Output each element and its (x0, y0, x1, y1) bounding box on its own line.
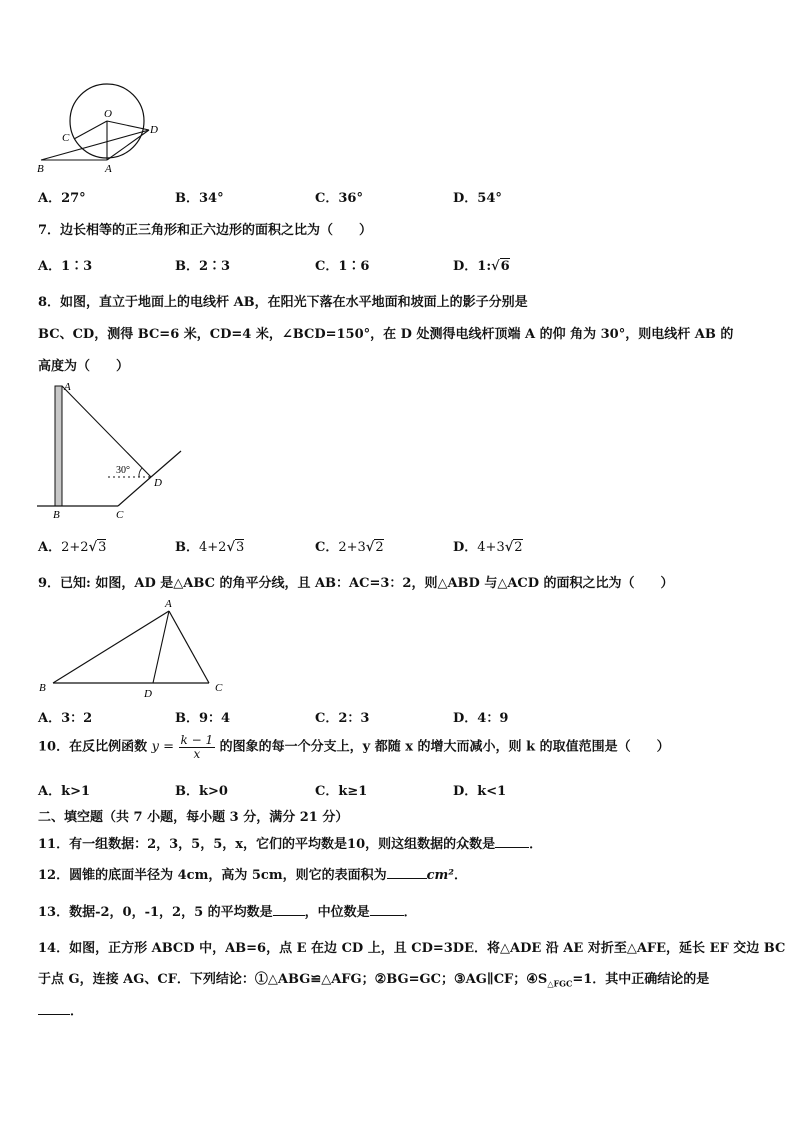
q8-option-b-expr: 4+2 (199, 540, 227, 555)
q8-slope-extension (151, 451, 181, 477)
q10-stem-pre: 10．在反比例函数 (38, 739, 148, 755)
q14-end: ． (70, 1004, 84, 1019)
q6-option-b[interactable]: B．34° (175, 191, 224, 206)
q10-numerator: k − 1 (180, 733, 214, 747)
q11-answer-blank[interactable] (495, 847, 529, 848)
q9-label-c: C (215, 682, 223, 694)
q13-median-blank[interactable] (370, 915, 404, 916)
q8-option-c-expr: 2+3 (338, 540, 366, 555)
q6-label-d: D (150, 124, 158, 136)
q8-line1: 8．如图，直立于地面上的电线杆 AB，在阳光下落在水平地面和坡面上的影子分别是 (38, 295, 528, 310)
q8-label-a: A (64, 381, 71, 393)
q7-option-b[interactable]: B．2∶3 (175, 259, 231, 274)
q6-line-ad (107, 130, 149, 160)
q8-option-d-prefix: D． (453, 540, 478, 555)
q7-option-d[interactable] (453, 255, 510, 274)
q7-option-c[interactable]: C．1∶6 (315, 259, 370, 274)
q8-option-a-radicand: 3 (98, 540, 107, 555)
q7-option-d-prefix: D．1: (453, 259, 492, 274)
q12-answer-blank[interactable] (387, 878, 427, 879)
q11-end: ． (529, 837, 543, 852)
q14-line2-end: =1．其中正确结论的是 (572, 972, 710, 987)
q10-option-b[interactable]: B．k>0 (175, 784, 228, 799)
q7-stem: 7．边长相等的正三角形和正六边形的面积之比为（ ） (38, 223, 373, 238)
q12-unit: cm² (426, 868, 454, 883)
q9-option-d[interactable]: D．4：9 (453, 711, 509, 726)
q6-label-o: O (104, 108, 112, 120)
q8-option-a-expr: 2+2 (61, 540, 89, 555)
q8-option-c-prefix: C． (315, 540, 339, 555)
q10-option-c[interactable]: C．k≥1 (315, 784, 368, 799)
q8-line2: BC、CD，测得 BC=6 米，CD=4 米，∠BCD=150°，在 D 处测得电线杆顶端 A 的仰 角为 30°，则电线杆 AB 的 (38, 327, 734, 342)
q13-text: 13．数据-2，0，-1，2，5 的平均数是 (38, 905, 273, 920)
q8-angle-arc (139, 468, 142, 477)
q9-option-a[interactable]: A．3：2 (38, 711, 93, 726)
q14-answer-blank[interactable] (38, 1014, 70, 1015)
q14-line1: 14．如图，正方形 ABCD 中，AB=6，点 E 在边 CD 上，且 CD=3DE．将△ADE 沿 AE 对折至△AFE，延长 EF 交边 BC (38, 941, 786, 956)
q8-option-d-radicand: 2 (514, 540, 523, 555)
q8-option-b-sqrt-sign: √ (226, 540, 235, 555)
q9-option-c[interactable]: C．2：3 (315, 711, 370, 726)
q9-option-b[interactable]: B．9：4 (175, 711, 231, 726)
q7-sqrt-sign: √ (491, 259, 500, 274)
q8-option-d-sqrt-sign: √ (504, 540, 514, 555)
q9-side-ab (53, 611, 169, 683)
q6-label-b: B (37, 163, 44, 175)
q8-figure (36, 380, 196, 522)
q8-option-d-expr: 4+3 (477, 540, 505, 555)
q6-label-c: C (62, 132, 70, 144)
q6-option-c[interactable]: C．36° (315, 191, 363, 206)
q8-option-b-radicand: 3 (235, 540, 245, 555)
q9-stem: 9．已知: 如图，AD 是△ABC 的角平分线，且 AB：AC=3：2，则△ABD 与△ACD 的面积之比为（ ） (38, 576, 674, 591)
q7-option-a[interactable]: A．1∶3 (38, 259, 93, 274)
q8-option-a-sqrt-sign: √ (88, 540, 98, 555)
q8-option-c[interactable] (315, 536, 384, 555)
q12 (38, 864, 467, 883)
q10-option-a[interactable]: A．k>1 (38, 784, 91, 799)
q8-option-b-prefix: B． (175, 540, 199, 555)
q8-label-d: D (154, 477, 162, 489)
q10-y: y = (151, 739, 174, 755)
q8-line3: 高度为（ ） (38, 359, 130, 374)
q9-side-ac (169, 611, 209, 683)
q14-line3 (38, 1000, 83, 1019)
q8-option-c-radicand: 2 (375, 540, 384, 555)
q14-subscript: △FGC (547, 978, 573, 989)
q6-option-d[interactable]: D．54° (453, 191, 502, 206)
q8-label-c: C (116, 509, 124, 521)
q8-pole (55, 386, 62, 506)
q10-stem (38, 734, 670, 761)
q13-end: ． (403, 905, 417, 920)
q11-text: 11．有一组数据：2，3，5，5，x，它们的平均数是10，则这组数据的众数是 (38, 837, 496, 852)
q10-option-d[interactable]: D．k<1 (453, 784, 507, 799)
q6-label-a: A (105, 163, 112, 175)
q6-line-od (107, 121, 149, 130)
q8-option-d[interactable] (453, 536, 523, 555)
q10-stem-post: 的图象的每一个分支上，y 都随 x 的增大而减小，则 k 的取值范围是（ ） (219, 739, 670, 755)
q6-figure (36, 80, 176, 180)
q8-label-b: B (53, 509, 60, 521)
q14-line2 (38, 968, 709, 989)
q9-label-a: A (165, 598, 172, 610)
q9-figure (36, 594, 231, 700)
q8-sight-line (62, 386, 151, 477)
q14-line2-text: 于点 G，连接 AG、CF．下列结论：①△ABG≌△AFG；②BG=GC；③AG∥CF；④S (38, 972, 548, 987)
q8-option-a-prefix: A． (38, 540, 62, 555)
q9-bisector-ad (153, 611, 169, 683)
q13-mid: ，中位数是 (304, 905, 370, 920)
q6-line-co (74, 121, 107, 139)
q9-label-d: D (144, 688, 152, 700)
q13 (38, 901, 417, 920)
q8-angle-label: 30° (116, 465, 130, 476)
q8-option-a[interactable] (38, 536, 106, 555)
q9-label-b: B (39, 682, 46, 694)
q10-fraction (179, 734, 216, 761)
q12-text: 12．圆锥的底面半径为 4cm，高为 5cm，则它的表面积为 (38, 868, 387, 883)
q11 (38, 833, 542, 852)
section-2-heading: 二、填空题（共 7 小题，每小题 3 分，满分 21 分） (38, 810, 349, 825)
q8-option-b[interactable] (175, 536, 244, 555)
q10-denominator: x (193, 747, 201, 761)
q13-mean-blank[interactable] (273, 915, 305, 916)
q8-option-c-sqrt-sign: √ (365, 540, 375, 555)
q8-slope (118, 477, 151, 506)
q6-option-a[interactable]: A．27° (38, 191, 86, 206)
q12-end: ． (453, 868, 467, 883)
q7-radicand: 6 (500, 259, 510, 274)
